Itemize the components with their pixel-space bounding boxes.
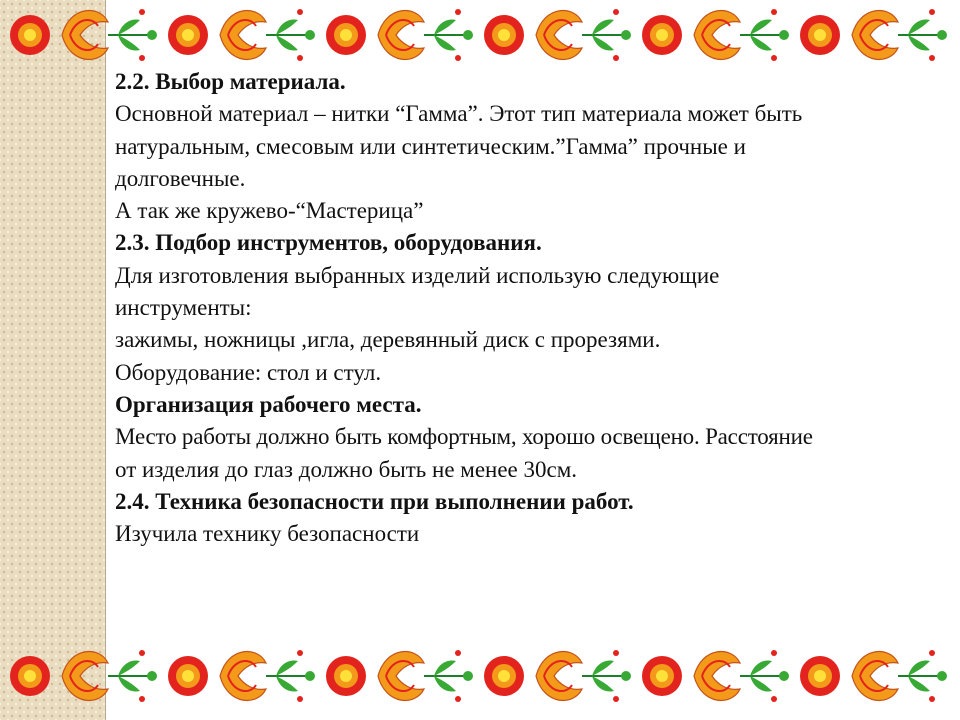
decorative-side-strip [0,0,106,720]
khokhloma-border-icon [0,0,960,70]
text-line: инструменты: [115,295,252,321]
text-line: Изучила технику безопасности [115,521,420,547]
text-line: Место работы должно быть комфортным, хорошо освещено. Расстояние [115,424,813,450]
khokhloma-border-icon [0,633,960,720]
top-ornament-border [0,0,960,70]
section-heading-workplace: Организация рабочего места. [115,391,422,417]
section-heading-tools: 2.3. Подбор инструментов, оборудования. [115,230,542,256]
text-line: А так же кружево-“Мастерица” [115,198,424,224]
text-line: от изделия до глаз должно быть не менее 30см. [115,456,578,482]
bottom-ornament-border [0,633,960,720]
section-heading-material: 2.2. Выбор материала. [115,69,346,94]
text-line: долговечные. [115,165,246,191]
text-line: зажимы, ножницы ,игла, деревянный диск с прорезями. [115,327,661,353]
section-heading-safety: 2.4. Техника безопасности при выполнении работ. [115,488,634,514]
text-line: натуральным, смесовым или синтетическим.”Гамма” прочные и [115,133,746,159]
slide-text-body [115,66,945,550]
text-line: Для изготовления выбранных изделий использую следующие [115,262,720,288]
text-line: Основной материал – нитки “Гамма”. Этот тип материала может быть [115,101,803,127]
text-line: Оборудование: стол и стул. [115,359,382,385]
